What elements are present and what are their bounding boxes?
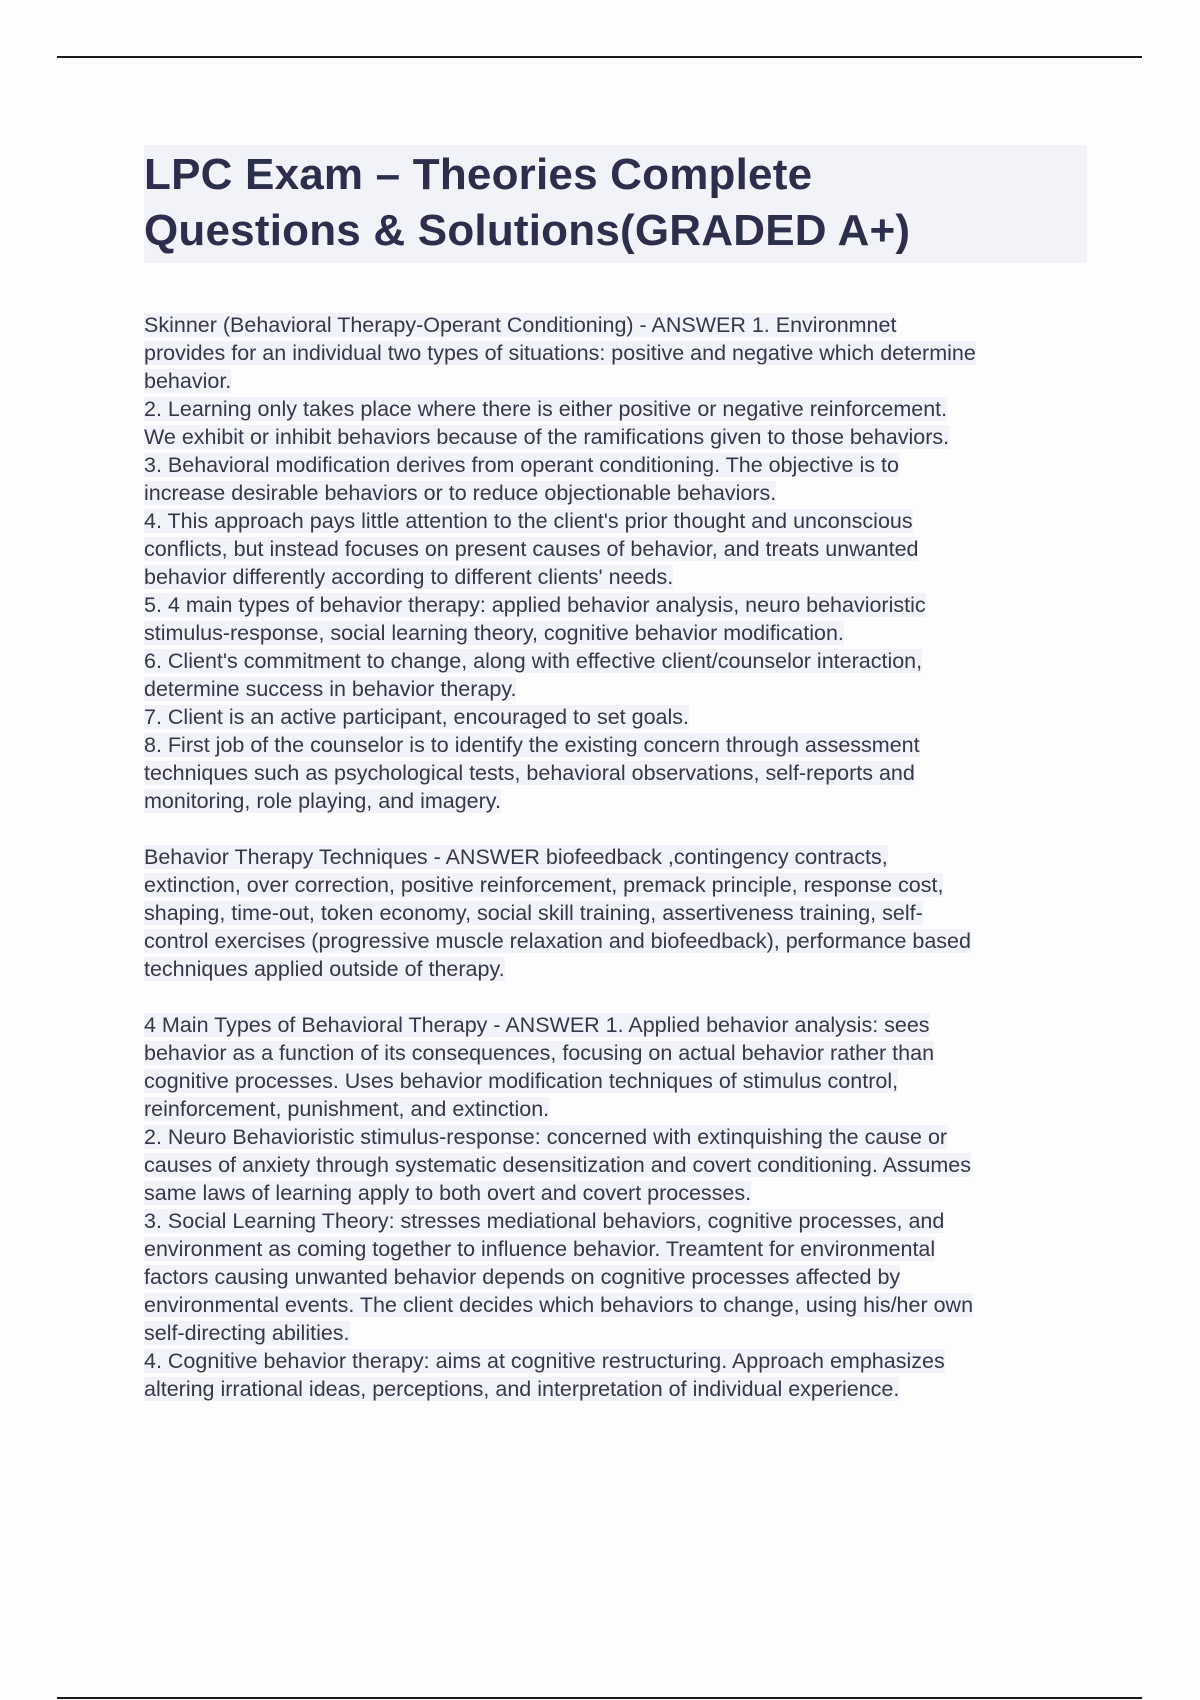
- text-line: [144, 731, 1089, 759]
- text-line-content: 3. Behavioral modification derives from operant conditioning. The objective is to: [144, 453, 899, 477]
- text-line-content: behavior differently according to different clients' needs.: [144, 565, 674, 589]
- bottom-divider: [57, 1697, 1142, 1699]
- text-line-content: shaping, time-out, token economy, social skill training, assertiveness training, self-: [144, 901, 923, 925]
- text-line-content: causes of anxiety through systematic desensitization and covert conditioning. Assumes: [144, 1153, 972, 1177]
- text-line-content: behavior.: [144, 369, 232, 393]
- text-line: [144, 843, 1089, 871]
- text-line-content: 2. Learning only takes place where there is either positive or negative reinforcement.: [144, 397, 948, 421]
- text-line: [144, 675, 1089, 703]
- qa-entry: [144, 311, 1089, 815]
- text-line-content: provides for an individual two types of situations: positive and negative which determine: [144, 341, 976, 365]
- text-line-content: techniques such as psychological tests, behavioral observations, self-reports and: [144, 761, 915, 785]
- text-line-content: altering irrational ideas, perceptions, and interpretation of individual experience.: [144, 1377, 900, 1401]
- text-line-content: We exhibit or inhibit behaviors because of the ramifications given to those behaviors.: [144, 425, 950, 449]
- text-line: [144, 339, 1089, 367]
- text-line-content: same laws of learning apply to both overt and covert processes.: [144, 1181, 752, 1205]
- text-line-content: increase desirable behaviors or to reduce objectionable behaviors.: [144, 481, 777, 505]
- text-line-content: 6. Client's commitment to change, along with effective client/counselor interaction,: [144, 649, 923, 673]
- text-line: [144, 1011, 1089, 1039]
- qa-entry: [144, 1011, 1089, 1403]
- text-line: [144, 423, 1089, 451]
- top-divider: [57, 56, 1142, 58]
- text-line-content: monitoring, role playing, and imagery.: [144, 789, 501, 813]
- text-line: [144, 1291, 1089, 1319]
- text-line: [144, 507, 1089, 535]
- text-line: [144, 1067, 1089, 1095]
- text-line-content: 3. Social Learning Theory: stresses mediational behaviors, cognitive processes, and: [144, 1209, 945, 1233]
- document-title: [144, 145, 1087, 263]
- text-line: [144, 1207, 1089, 1235]
- text-line-content: environmental events. The client decides which behaviors to change, using his/her own: [144, 1293, 974, 1317]
- text-line: [144, 395, 1089, 423]
- text-line: [144, 647, 1089, 675]
- text-line: [144, 1179, 1089, 1207]
- text-line-content: factors causing unwanted behavior depends on cognitive processes affected by: [144, 1265, 901, 1289]
- text-line: [144, 479, 1089, 507]
- text-line: [144, 1039, 1089, 1067]
- text-line: [144, 899, 1089, 927]
- text-line-content: extinction, over correction, positive reinforcement, premack principle, response cost,: [144, 873, 944, 897]
- text-line-content: stimulus-response, social learning theory, cognitive behavior modification.: [144, 621, 844, 645]
- text-line: [144, 535, 1089, 563]
- text-line-content: cognitive processes. Uses behavior modification techniques of stimulus control,: [144, 1069, 899, 1093]
- text-line: [144, 1319, 1089, 1347]
- text-line-content: behavior as a function of its consequences, focusing on actual behavior rather than: [144, 1041, 935, 1065]
- text-line: [144, 311, 1089, 339]
- text-line-content: reinforcement, punishment, and extinction.: [144, 1097, 550, 1121]
- text-line: [144, 591, 1089, 619]
- title-heading: [144, 147, 1087, 259]
- text-line-content: 7. Client is an active participant, encouraged to set goals.: [144, 705, 689, 729]
- text-line: [144, 787, 1089, 815]
- text-line: [144, 955, 1089, 983]
- text-line: [144, 1095, 1089, 1123]
- text-line: [144, 927, 1089, 955]
- text-line: [144, 451, 1089, 479]
- text-line: [144, 759, 1089, 787]
- text-line: [144, 1375, 1089, 1403]
- text-line-content: determine success in behavior therapy.: [144, 677, 517, 701]
- text-line-content: control exercises (progressive muscle relaxation and biofeedback), performance based: [144, 929, 971, 953]
- title-line: LPC Exam – Theories Complete: [144, 150, 813, 199]
- text-line: [144, 871, 1089, 899]
- text-line: [144, 1347, 1089, 1375]
- text-line-content: Skinner (Behavioral Therapy-Operant Conditioning) - ANSWER 1. Environmnet: [144, 313, 897, 337]
- text-line: [144, 1123, 1089, 1151]
- text-line-content: 4. This approach pays little attention to the client's prior thought and unconscious: [144, 509, 913, 533]
- qa-entry: [144, 843, 1089, 983]
- text-line-content: self-directing abilities.: [144, 1321, 350, 1345]
- text-line-content: environment as coming together to influence behavior. Treamtent for environmental: [144, 1237, 936, 1261]
- text-line-content: 4. Cognitive behavior therapy: aims at cognitive restructuring. Approach emphasizes: [144, 1349, 945, 1373]
- text-line-content: 4 Main Types of Behavioral Therapy - ANSWER 1. Applied behavior analysis: sees: [144, 1013, 930, 1037]
- document-body: [144, 311, 1089, 1431]
- text-line-content: conflicts, but instead focuses on present causes of behavior, and treats unwanted: [144, 537, 919, 561]
- text-line: [144, 367, 1089, 395]
- text-line-content: Behavior Therapy Techniques - ANSWER biofeedback ,contingency contracts,: [144, 845, 888, 869]
- text-line: [144, 1235, 1089, 1263]
- title-line: Questions & Solutions(GRADED A+): [144, 206, 911, 255]
- text-line: [144, 703, 1089, 731]
- text-line-content: techniques applied outside of therapy.: [144, 957, 505, 981]
- text-line-content: 2. Neuro Behavioristic stimulus-response: concerned with extinquishing the cause or: [144, 1125, 948, 1149]
- text-line-content: 8. First job of the counselor is to identify the existing concern through assessment: [144, 733, 920, 757]
- text-line: [144, 619, 1089, 647]
- text-line-content: 5. 4 main types of behavior therapy: applied behavior analysis, neuro behavioristic: [144, 593, 926, 617]
- text-line: [144, 563, 1089, 591]
- text-line: [144, 1151, 1089, 1179]
- text-line: [144, 1263, 1089, 1291]
